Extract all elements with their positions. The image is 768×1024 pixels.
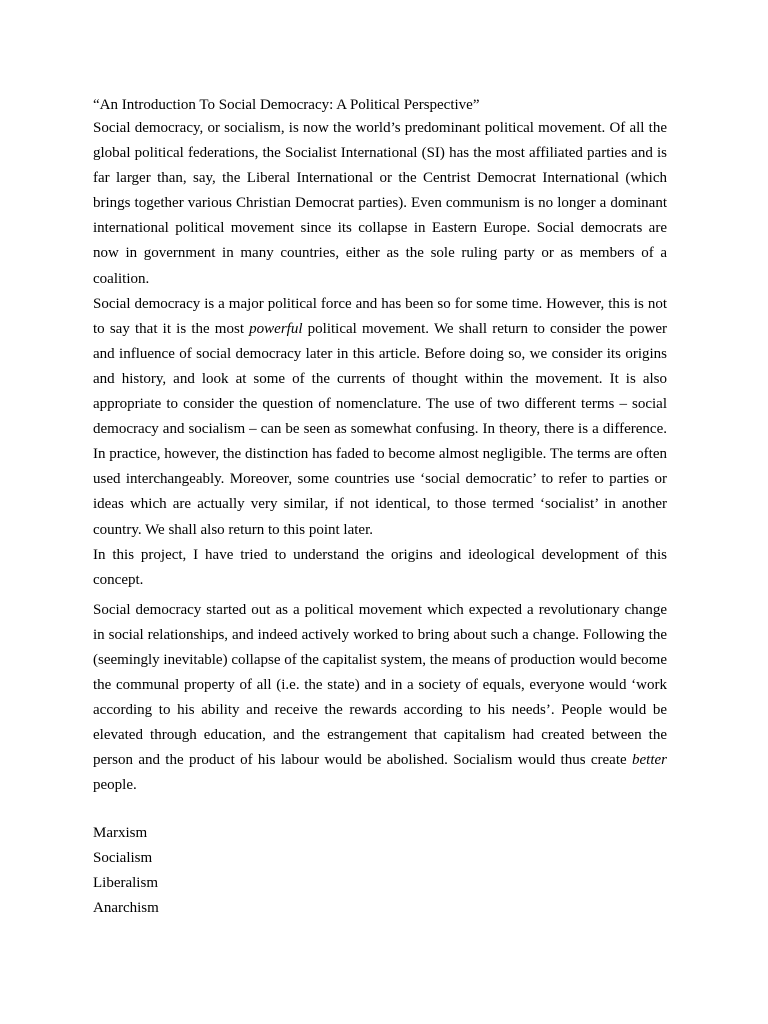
topic-list [93,821,667,921]
topic-item-socialism: Socialism [93,849,153,866]
paragraph-2 [93,292,667,543]
paragraph-4 [93,598,667,799]
topic-item-anarchism: Anarchism [93,899,159,916]
document-page [93,95,667,921]
document-title: “An Introduction To Social Democracy: A Political Perspective” [93,97,480,113]
paragraph-text: Social democracy is a major political force and has been so for some time. However, this is not to say that it is the most [93,295,667,337]
paragraph-text: political movement. We shall return to consider the power and influence of social democracy later in this article. Before doing so, we consider its origins and history, and look at some of the currents of thought within the movement. It is also appropriate to consider the question of nomenclature. The use of two different terms – social democracy and socialism – can be seen as somewhat confusing. In theory, there is a difference. In practice, however, the distinction has faded to become almost negligible. The terms are often used interchangeably. Moreover, some countries use ‘social democratic’ to refer to parties or ideas which are actually very similar, if not identical, to those termed ‘socialist’ in another country. We shall also return to this point later. [93,320,667,538]
paragraph-text: In this project, I have tried to understand the origins and ideological development of this concept. [93,546,667,588]
paragraph-1 [93,116,667,292]
topic-item-liberalism: Liberalism [93,874,158,891]
paragraph-text: Social democracy started out as a political movement which expected a revolutionary change in social relationships, and indeed actively worked to bring about such a change. Following the (seemingly inevitable) collapse of the capitalist system, the means of production would become the communal property of all (i.e. the state) and in a society of equals, everyone would ‘work according to his ability and receive the rewards according to his needs’. People would be elevated through education, and the estrangement that capitalism had created between the person and the product of his labour would be abolished. Socialism would thus create [93,601,667,769]
paragraph-3 [93,543,667,593]
paragraph-text: Social democracy, or socialism, is now the world’s predominant political movement. Of all the global political federations, the Socialist International (SI) has the most affiliated parties and is far larger than, say, the Liberal International or the Centrist Democrat International (which brings together various Christian Democrat parties). Even communism is no longer a dominant international political movement since its collapse in Eastern Europe. Social democrats are now in government in many countries, either as the sole ruling party or as members of a coalition. [93,120,667,287]
emphasis-better: better [632,752,667,769]
emphasis-powerful: powerful [249,320,303,337]
topic-item-marxism: Marxism [93,824,148,841]
paragraph-text: people. [93,777,137,794]
